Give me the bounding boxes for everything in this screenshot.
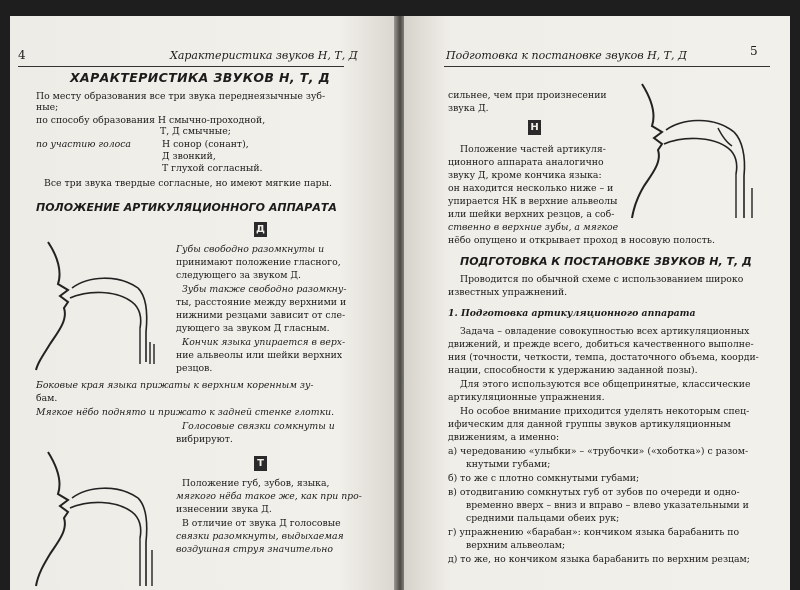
- list-item: кнутыми губами;: [466, 459, 551, 470]
- text-line: ственно в верхние зубы, а мягкое: [448, 222, 619, 233]
- list-item: временно вверх – вниз и вправо – влево указательными и: [466, 500, 749, 511]
- text-line: Положение частей артикуля-: [460, 144, 606, 155]
- subsection-title: 1. Подготовка артикуляционного аппарата: [448, 308, 696, 319]
- text-line: известных упражнений.: [448, 287, 568, 298]
- left-page-title: ХАРАКТЕРИСТИКА ЗВУКОВ Н, Т, Д: [70, 70, 331, 85]
- list-item: г) упражнению «барабан»: кончиком языка барабанить по: [448, 527, 740, 538]
- text-line: нижними резцами зависит от сле-: [176, 310, 346, 321]
- list-item: а) чередованию «улыбки» – «трубочки» («хоботка») с разом-: [448, 446, 749, 457]
- section-title: ПОДГОТОВКА К ПОСТАНОВКЕ ЗВУКОВ Н, Т, Д: [460, 255, 752, 268]
- text-line: следующего за звуком Д.: [176, 270, 301, 281]
- text-line: Мягкое нёбо поднято и прижато к задней стенке глотки.: [36, 407, 335, 418]
- text-line: артикуляционные упражнения.: [448, 392, 605, 403]
- text-line: Все три звука твердые согласные, но имеют мягкие пары.: [44, 178, 332, 189]
- text-line: нации, способности к удержанию заданной позы).: [448, 365, 698, 376]
- letter-n-badge: Н: [528, 120, 541, 135]
- section-title: ПОЛОЖЕНИЕ АРТИКУЛЯЦИОННОГО АППАРАТА: [36, 201, 337, 214]
- text-line: звука Д.: [448, 103, 489, 114]
- text-line: принимают положение гласного,: [176, 257, 341, 268]
- text-line: Положение губ, зубов, языка,: [182, 478, 330, 489]
- right-page: [404, 16, 790, 590]
- text-line: воздушная струя значительно: [176, 544, 333, 555]
- text-line: бам.: [36, 393, 58, 404]
- text-line: ния (точности, четкости, темпа, достаточного объема, коорди-: [448, 352, 759, 363]
- text-line: Т, Д смычные;: [160, 126, 231, 137]
- text-line: Голосовые связки сомкнуты и: [182, 421, 335, 432]
- left-page: [10, 16, 396, 590]
- text-line: движений, и прежде всего, добиться качественного выполне-: [448, 339, 754, 350]
- right-page-number: 5: [750, 44, 758, 58]
- letter-t-badge: Т: [254, 456, 267, 471]
- articulation-diagram-d: [28, 232, 168, 372]
- text-line: нёбо опущено и открывает проход в носовую полость.: [448, 235, 715, 246]
- text-line: по способу образования Н смычно-проходной,: [36, 115, 266, 126]
- text-line: Т глухой согласный.: [162, 163, 263, 174]
- text-line: В отличие от звука Д голосовые: [182, 518, 341, 529]
- text-line: резцов.: [176, 363, 213, 374]
- text-line: Проводится по обычной схеме с использованием широко: [460, 274, 744, 285]
- list-item: д) то же, но кончиком языка барабанить по верхним резцам;: [448, 554, 750, 565]
- left-page-number: 4: [18, 48, 26, 62]
- list-item: верхним альвеолам;: [466, 540, 566, 551]
- text-line: Но особое внимание приходится уделять некоторым спец-: [460, 406, 750, 417]
- text-line: вибрируют.: [176, 434, 233, 445]
- text-line: Зубы также свободно разомкну-: [182, 284, 347, 295]
- text-line: или шейки верхних резцов, а соб-: [448, 209, 615, 220]
- left-header-rule: [18, 66, 344, 67]
- text-line: по участию голоса: [36, 139, 131, 150]
- text-line: связки разомкнуты, выдыхаемая: [176, 531, 344, 542]
- text-line: движениям, а именно:: [448, 432, 560, 443]
- articulation-diagram-n: [622, 72, 772, 222]
- text-line: ционного аппарата аналогично: [448, 157, 604, 168]
- text-line: изнесении звука Д.: [176, 504, 272, 515]
- text-line: звуку Д, кроме кончика языка:: [448, 170, 602, 181]
- list-item: б) то же с плотно сомкнутыми губами;: [448, 473, 640, 484]
- list-item: средними пальцами обеих рук;: [466, 513, 620, 524]
- text-line: ные;: [36, 102, 59, 113]
- right-running-header: Подготовка к постановке звуков Н, Т, Д: [446, 49, 687, 62]
- list-item: в) отодвиганию сомкнутых губ от зубов по очереди и одно-: [448, 487, 740, 498]
- text-line: Кончик языка упирается в верх-: [182, 337, 346, 348]
- letter-d-badge: Д: [254, 222, 267, 237]
- right-header-rule: [444, 66, 770, 67]
- articulation-diagram-t: [28, 440, 168, 590]
- text-line: ние альвеолы или шейки верхних: [176, 350, 343, 361]
- text-line: упирается НК в верхние альвеолы: [448, 196, 618, 207]
- text-line: мягкого нёба такое же, как при про-: [176, 491, 362, 502]
- text-line: Н сонор (сонант),: [162, 139, 249, 150]
- text-line: сильнее, чем при произнесении: [448, 90, 607, 101]
- text-line: он находится несколько ниже – и: [448, 183, 614, 194]
- text-line: По месту образования все три звука переднеязычные зуб-: [36, 91, 326, 102]
- text-line: Губы свободно разомкнуты и: [176, 244, 325, 255]
- text-line: Д звонкий,: [162, 151, 216, 162]
- text-line: Задача – овладение совокупностью всех артикуляционных: [460, 326, 750, 337]
- text-line: Для этого используются все общепринятые, классические: [460, 379, 751, 390]
- text-line: ифическим для данной группы звуков артикуляционным: [448, 419, 731, 430]
- text-line: Боковые края языка прижаты к верхним коренным зу-: [36, 380, 314, 391]
- left-running-header: Характеристика звуков Н, Т, Д: [170, 49, 358, 62]
- text-line: дующего за звуком Д гласным.: [176, 323, 330, 334]
- text-line: ты, расстояние между верхними и: [176, 297, 347, 308]
